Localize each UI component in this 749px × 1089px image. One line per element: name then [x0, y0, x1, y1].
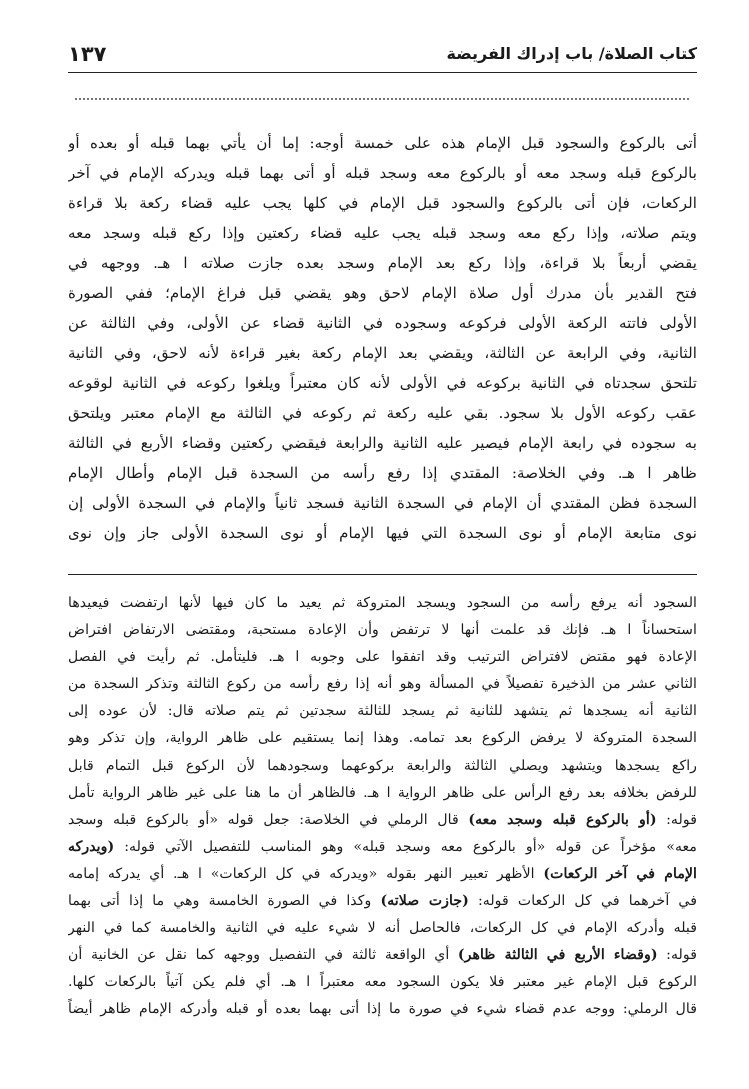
commentary-line — [68, 996, 697, 1023]
commentary-run: قوله: — [656, 811, 697, 828]
page-number: ١٣٧ — [68, 42, 107, 66]
commentary-line — [68, 671, 697, 698]
main-line: عقب ركوعه الأول بلا سجود. بقي عليه ركعة ثم ركوعه في الثالثة مع الإمام معتبر ويلتحق — [68, 404, 697, 422]
main-line: به سجوده في رابعة الإمام فيصير عليه الثانية والرابعة فيقضي ركعتين وقضاء الأربع في الثالثة — [68, 434, 697, 452]
commentary-line — [68, 861, 697, 888]
commentary-run: الثانية أنه يسجدها ثم يتشهد للثانية ثم يسجد للثالثة سجدتين ثم يتم صلاته قال: لأن عوده إلى — [68, 703, 697, 720]
commentary-run: للرفض بخلافه بعد رفع الرأس على ظاهر الرواية ا هـ. فالظاهر أن ما هنا على غير ظاهر الرواية تأمل — [68, 784, 697, 801]
footnote-separator — [68, 574, 697, 575]
main-line: بالركوع قبله وسجد معه أو بالركوع معه وسجد قبله أو أتى بهما قبله ويدركه الإمام في آخر — [68, 164, 697, 182]
commentary-line — [68, 969, 697, 996]
quoted-phrase: (وقضاء الأربع في الثالثة ظاهر) — [457, 947, 658, 964]
quoted-phrase: (جازت صلاته) — [380, 893, 469, 910]
quoted-phrase: الإمام في آخر الركعات) — [543, 865, 697, 882]
main-line: الثانية، وفي الرابعة عن الثالثة، ويقضي بعد الإمام ركعة بغير قراءة لأنه لاحق، وفي الثانية — [68, 344, 697, 362]
commentary-line — [68, 888, 697, 915]
main-line: يقضي أربعاً بلا قراءة، وإذا ركع بعد الإمام وسجد بعده جازت صلاته ا هـ. ووجهه في — [68, 254, 697, 272]
commentary-run: قوله: — [657, 947, 697, 964]
quoted-phrase: (أو بالركوع قبله وسجد معه) — [468, 811, 657, 828]
commentary-run: قال الرملي: ووجه عدم قضاء شيء في صورة ما إذا أتى بهما بعده أو قبله وأدركه الإمام ظاهر أيضاً — [68, 1001, 697, 1018]
commentary-run: استحساناً ا هـ. فإنك قد علمت أنها لا ترتفض وأن الإعادة مستحبة، ومقتضى الارتفاض افتراض — [68, 622, 697, 639]
commentary-run: الركوع قبل الإمام غير معتبر فلا يكون السجود معه معتبراً ا هـ. أي فلم يكن آتياً بالركعات كلها. — [68, 974, 697, 991]
commentary-line — [68, 590, 697, 617]
main-line: الأولى فاتته الركعة الأولى فركوعه وسجوده في الثانية قضاء عن الأولى، وفي الثالثة عن — [68, 314, 697, 332]
commentary-run: الإعادة فهو مقتض لافتراض الترتيب وقد اتفقوا على وجوبه ا هـ. فليتأمل. ثم رأيت في الفصل — [68, 649, 697, 666]
header-rule — [68, 72, 697, 73]
commentary-run: الثاني عشر من الذخيرة تفصيلاً في المسألة وهو أنه إذا رفع رأسه من ركوع الثالثة وتذكر السجدة من — [68, 676, 697, 693]
quoted-phrase: (ويدركه — [68, 838, 115, 855]
dotted-rule — [75, 98, 689, 100]
commentary-line — [68, 698, 697, 725]
commentary-run: في آخرهما في كل الركعات قوله: — [468, 893, 697, 910]
commentary-line — [68, 617, 697, 644]
main-line: ويتم صلاته، وإذا ركع معه وسجد قبله يجب عليه قضاء ركعتين وإذا ركع قبله وسجد معه — [68, 224, 697, 242]
commentary-run: راكع يسجدها ويتشهد ويصلي الثالثة والرابعة بركوعهما وسجودهما لأن الركوع قبل التمام قابل — [68, 757, 697, 774]
running-header — [68, 40, 697, 74]
commentary-line — [68, 807, 697, 834]
main-line: الركعات، فإن أتى بالركوع والسجود قبل الإمام في كلها يجب عليه قضاء ركعة بلا قراءة — [68, 194, 697, 212]
commentary-line — [68, 915, 697, 942]
main-line: تلتحق سجدتاه في الثانية بركوعه في الأولى لأنه كان معتبراً ويلغوا ركوعه في الثانية لوقوعه — [68, 374, 697, 392]
main-text — [68, 128, 697, 548]
commentary-text — [68, 590, 697, 1024]
commentary-run: معه» مؤخراً عن قوله «أو بالركوع معه وسجد قبله» وهو المناسب للتفصيل الآتي قوله: — [114, 838, 697, 855]
commentary-run: أي الواقعة ثالثة في التفصيل ووجهه كما نقل عن الخانية أن — [68, 947, 458, 964]
main-line: أتى بالركوع والسجود قبل الإمام هذه على خمسة أوجه: إما أن يأتي بهما قبله أو بعده أو — [68, 134, 697, 152]
main-line: فتح القدير بأن مدرك أول صلاة الإمام لاحق وهو يقضي قبل فراغ الإمام؛ ففي الصورة — [68, 284, 697, 302]
commentary-line — [68, 942, 697, 969]
commentary-run: قبله وأدركه الإمام في كل الركعات، فالحاصل أنه لا شيء عليه في الثانية والخامسة كما في النهر — [68, 920, 697, 937]
commentary-line — [68, 753, 697, 780]
commentary-run: السجدة المتروكة لا يرفض الركوع بعد تمامه. وهذا إنما يستقيم على ظاهر الرواية، وإن تذكر وهو — [68, 730, 697, 747]
commentary-line — [68, 834, 697, 861]
main-line: السجدة فظن المقتدي أن الإمام في السجدة الثانية فسجد ثانياً والإمام في السجدة الأولى إن — [68, 494, 697, 512]
commentary-line — [68, 725, 697, 752]
commentary-line — [68, 644, 697, 671]
commentary-run: السجود أنه يرفع رأسه من السجود ويسجد المتروكة ثم يعيد ما كان فيها لأنها ارتفضت فيعيدها — [68, 595, 697, 611]
commentary-run: قال الرملي في الخلاصة: جعل قوله «أو بالركوع قبله وسجد — [68, 811, 469, 828]
commentary-run: الأظهر تعبير النهر بقوله «ويدركه في كل الركعات» ا هـ. أي يدركه إمامه — [68, 865, 544, 882]
commentary-run: وكذا في الصورة الخامسة وهي ما إذا أتى بهما — [68, 893, 381, 910]
main-line: ظاهر ا هـ. وفي الخلاصة: المقتدي إذا رفع رأسه من السجدة قبل الإمام وأطال الإمام — [68, 464, 697, 482]
chapter-title: كتاب الصلاة/ باب إدراك الفريضة — [446, 44, 697, 63]
commentary-line — [68, 780, 697, 807]
main-line: نوى متابعة الإمام أو نوى السجدة التي فيها الإمام أو نوى السجدة الأولى جاز وإن نوى — [68, 524, 697, 542]
